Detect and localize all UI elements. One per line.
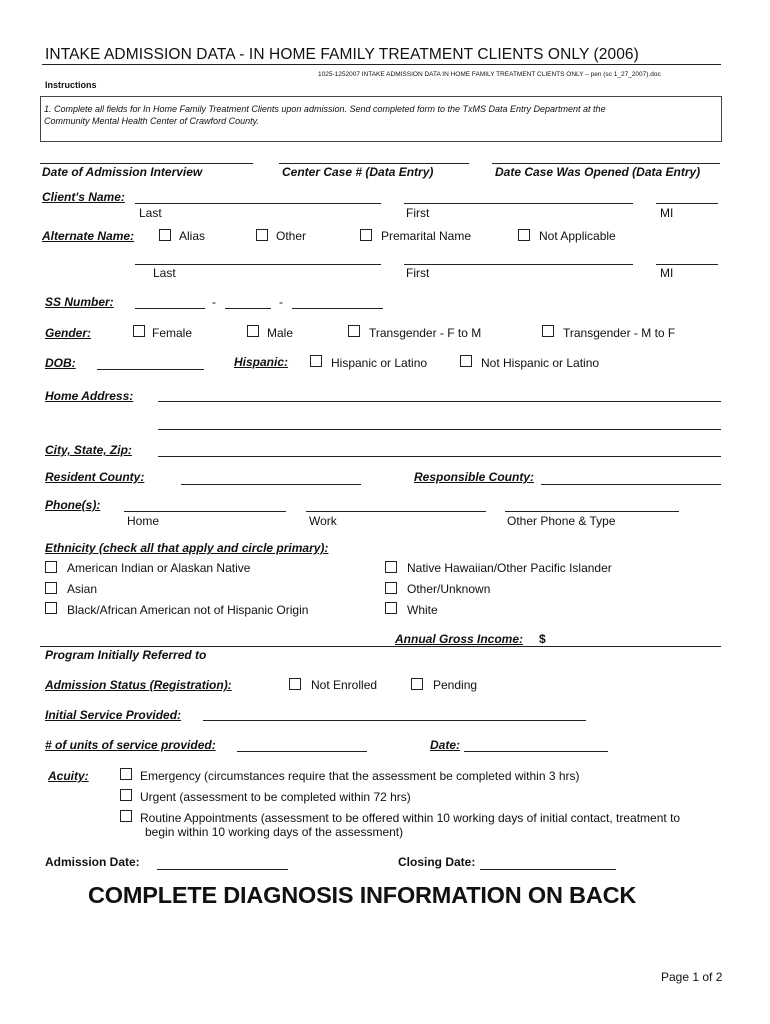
home-address-line-1[interactable] (158, 401, 721, 402)
initial-service-label: Initial Service Provided: (45, 708, 182, 722)
phones-label: Phone(s): (45, 498, 101, 512)
not-applicable-label: Not Applicable (539, 229, 616, 243)
female-label: Female (152, 326, 193, 340)
date-opened-label: Date Case Was Opened (Data Entry) (495, 165, 701, 179)
alt-mi-caption: MI (660, 266, 674, 280)
other-unknown-label: Other/Unknown (407, 582, 491, 596)
routine-label-line2: begin within 10 working days of the assessment) (145, 825, 404, 839)
title-rule (42, 64, 721, 65)
home-phone-caption: Home (127, 514, 160, 528)
alt-last-line[interactable] (135, 264, 381, 265)
closing-date-line[interactable] (480, 869, 616, 870)
routine-label-line1: Routine Appointments (assessment to be offered within 10 working days of initial contact, treatment to (140, 811, 681, 825)
ss-part3-line[interactable] (292, 308, 383, 309)
transgender-mtf-label: Transgender - M to F (563, 326, 676, 340)
pending-label: Pending (433, 678, 478, 692)
alt-last-caption: Last (153, 266, 176, 280)
other-phone-line[interactable] (505, 511, 679, 512)
ss-dash-2: - (279, 295, 283, 309)
annual-income-label: Annual Gross Income: (395, 632, 524, 646)
routine-checkbox[interactable] (120, 810, 132, 822)
ethnicity-label: Ethnicity (check all that apply and circle primary): (45, 541, 329, 555)
hispanic-label: Hispanic: (234, 355, 289, 369)
client-mi-caption: MI (660, 206, 674, 220)
not-enrolled-label: Not Enrolled (311, 678, 378, 692)
transgender-ftm-checkbox[interactable] (348, 325, 360, 337)
not-enrolled-checkbox[interactable] (289, 678, 301, 690)
file-reference: 1025-1252007 INTAKE ADMISSION DATA IN HOME FAMILY TREATMENT CLIENTS ONLY – pen (sc 1_27_2007).doc (318, 71, 661, 78)
client-mi-line[interactable] (656, 203, 718, 204)
female-checkbox[interactable] (133, 325, 145, 337)
premarital-checkbox[interactable] (360, 229, 372, 241)
asian-checkbox[interactable] (45, 582, 57, 594)
home-address-label: Home Address: (45, 389, 134, 403)
home-address-line-2[interactable] (158, 429, 721, 430)
units-line[interactable] (237, 751, 367, 752)
work-phone-line[interactable] (306, 511, 486, 512)
other-checkbox[interactable] (256, 229, 268, 241)
service-date-label: Date: (430, 738, 461, 752)
closing-date-label: Closing Date: (398, 855, 476, 869)
urgent-label: Urgent (assessment to be completed within 72 hrs) (140, 790, 411, 804)
city-state-zip-line[interactable] (158, 456, 721, 457)
client-first-caption: First (406, 206, 430, 220)
alias-label: Alias (179, 229, 206, 243)
transgender-mtf-checkbox[interactable] (542, 325, 554, 337)
program-referred-label: Program Initially Referred to (45, 648, 207, 662)
income-currency: $ (539, 632, 546, 646)
instructions-label: Instructions (45, 80, 97, 90)
male-label: Male (267, 326, 294, 340)
dob-label: DOB: (45, 356, 76, 370)
not-hispanic-option-label: Not Hispanic or Latino (481, 356, 600, 370)
client-last-line[interactable] (135, 203, 381, 204)
center-case-line[interactable] (279, 163, 469, 164)
other-phone-caption: Other Phone & Type (507, 514, 616, 528)
center-case-label: Center Case # (Data Entry) (282, 165, 434, 179)
dob-line[interactable] (97, 369, 204, 370)
ss-part2-line[interactable] (225, 308, 271, 309)
date-admission-label: Date of Admission Interview (42, 165, 203, 179)
other-label: Other (276, 229, 307, 243)
date-opened-line[interactable] (492, 163, 720, 164)
page-number: Page 1 of 2 (661, 970, 723, 984)
admission-status-label: Admission Status (Registration): (45, 678, 232, 692)
gender-label: Gender: (45, 326, 92, 340)
diagnosis-banner: COMPLETE DIAGNOSIS INFORMATION ON BACK (88, 882, 637, 908)
client-last-caption: Last (139, 206, 162, 220)
work-phone-caption: Work (309, 514, 337, 528)
income-line[interactable] (40, 646, 721, 647)
date-admission-line[interactable] (40, 163, 253, 164)
instructions-box (40, 96, 722, 142)
male-checkbox[interactable] (247, 325, 259, 337)
hispanic-option-label: Hispanic or Latino (331, 356, 428, 370)
alt-mi-line[interactable] (656, 264, 718, 265)
premarital-label: Premarital Name (381, 229, 472, 243)
emergency-label: Emergency (circumstances require that the assessment be completed within 3 hrs) (140, 769, 580, 783)
native-hawaiian-checkbox[interactable] (385, 561, 397, 573)
white-checkbox[interactable] (385, 602, 397, 614)
other-unknown-checkbox[interactable] (385, 582, 397, 594)
native-hawaiian-label: Native Hawaiian/Other Pacific Islander (407, 561, 612, 575)
white-label: White (407, 603, 438, 617)
admission-date-label: Admission Date: (45, 855, 140, 869)
home-phone-line[interactable] (124, 511, 286, 512)
not-applicable-checkbox[interactable] (518, 229, 530, 241)
transgender-ftm-label: Transgender - F to M (369, 326, 482, 340)
responsible-county-line[interactable] (541, 484, 721, 485)
pending-checkbox[interactable] (411, 678, 423, 690)
ss-number-label: SS Number: (45, 295, 114, 309)
client-first-line[interactable] (404, 203, 633, 204)
alt-first-caption: First (406, 266, 430, 280)
ss-dash-1: - (212, 295, 216, 309)
not-hispanic-checkbox[interactable] (460, 355, 472, 367)
asian-label: Asian (67, 582, 98, 596)
acuity-label: Acuity: (48, 769, 89, 783)
instructions-text-2: Community Mental Health Center of Crawford County. (44, 116, 259, 126)
city-state-zip-label: City, State, Zip: (45, 443, 132, 457)
service-date-line[interactable] (464, 751, 608, 752)
instructions-text-1: 1. Complete all fields for In Home Family Treatment Clients upon admission. Send completed form to the TxMS Data Entry Department at the (44, 104, 606, 114)
client-name-label: Client's Name: (42, 190, 125, 204)
emergency-checkbox[interactable] (120, 768, 132, 780)
hispanic-checkbox[interactable] (310, 355, 322, 367)
units-label: # of units of service provided: (45, 738, 216, 752)
black-checkbox[interactable] (45, 602, 57, 614)
admission-date-line[interactable] (157, 869, 288, 870)
american-indian-label: American Indian or Alaskan Native (67, 561, 251, 575)
initial-service-line[interactable] (203, 720, 586, 721)
ss-part1-line[interactable] (135, 308, 205, 309)
black-label: Black/African American not of Hispanic Origin (67, 603, 309, 617)
alternate-name-label: Alternate Name: (42, 229, 135, 243)
form-title: INTAKE ADMISSION DATA - IN HOME FAMILY TREATMENT CLIENTS ONLY (2006) (45, 46, 639, 63)
urgent-checkbox[interactable] (120, 789, 132, 801)
american-indian-checkbox[interactable] (45, 561, 57, 573)
alias-checkbox[interactable] (159, 229, 171, 241)
alt-first-line[interactable] (404, 264, 633, 265)
responsible-county-label: Responsible County: (414, 470, 535, 484)
resident-county-label: Resident County: (45, 470, 145, 484)
resident-county-line[interactable] (181, 484, 361, 485)
